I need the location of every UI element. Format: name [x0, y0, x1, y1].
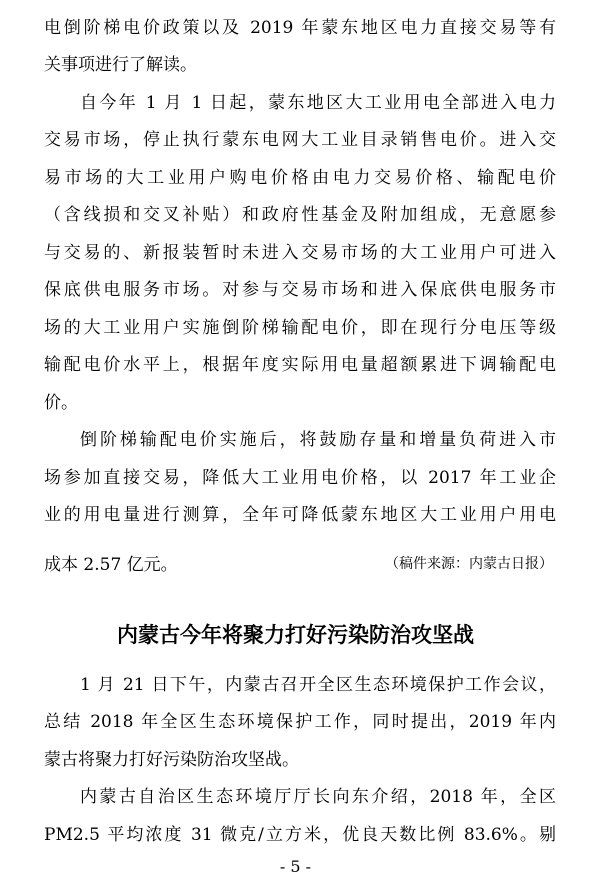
- text-line: 成本 2.57 亿元。: [44, 555, 178, 575]
- text-line: 关事项进行了解读。: [44, 55, 197, 75]
- text-line: 业的用电量进行测算，全年可降低蒙东地区大工业用户用电: [44, 505, 556, 525]
- text-line: 输配电价水平上，根据年度实际用电量超额累进下调输配电: [44, 355, 556, 375]
- text-line: 电倒阶梯电价政策以及 2019 年蒙东地区电力直接交易等有: [44, 18, 556, 38]
- text-line: 交易市场，停止执行蒙东电网大工业目录销售电价。进入交: [44, 130, 556, 150]
- text-line: 蒙古将聚力打好污染防治攻坚战。: [44, 750, 299, 770]
- text-line: 倒阶梯输配电价实施后，将鼓励存量和增量负荷进入市: [80, 430, 556, 450]
- text-line: 场的大工业用户实施倒阶梯输配电价，即在现行分电压等级: [44, 318, 556, 338]
- article-source: （稿件来源：内蒙古日报）: [385, 556, 553, 572]
- text-line: 总结 2018 年全区生态环境保护工作，同时提出，2019 年内: [44, 712, 556, 732]
- text-line: 内蒙古自治区生态环境厅厅长向东介绍，2018 年，全区: [80, 787, 556, 807]
- text-line: 1 月 21 日下午，内蒙古召开全区生态环境保护工作会议，: [80, 675, 556, 695]
- text-line: （含线损和交叉补贴）和政府性基金及附加组成，无意愿参: [44, 205, 556, 225]
- text-line: PM2.5 平均浓度 31 微克/立方米，优良天数比例 83.6%。剔: [44, 825, 556, 845]
- text-line: 保底供电服务市场。对参与交易市场和进入保底供电服务市: [44, 280, 556, 300]
- page-number: - 5 -: [279, 857, 312, 876]
- text-line: 易市场的大工业用户购电价格由电力交易价格、输配电价: [44, 168, 556, 188]
- text-line: 与交易的、新报装暂时未进入交易市场的大工业用户可进入: [44, 243, 556, 263]
- article-title: 内蒙古今年将聚力打好污染防治攻坚战: [117, 623, 474, 647]
- text-line: 场参加直接交易，降低大工业用电价格，以 2017 年工业企: [44, 468, 556, 488]
- text-line: 自今年 1 月 1 日起，蒙东地区大工业用电全部进入电力: [80, 93, 556, 113]
- text-line: 价。: [44, 393, 78, 413]
